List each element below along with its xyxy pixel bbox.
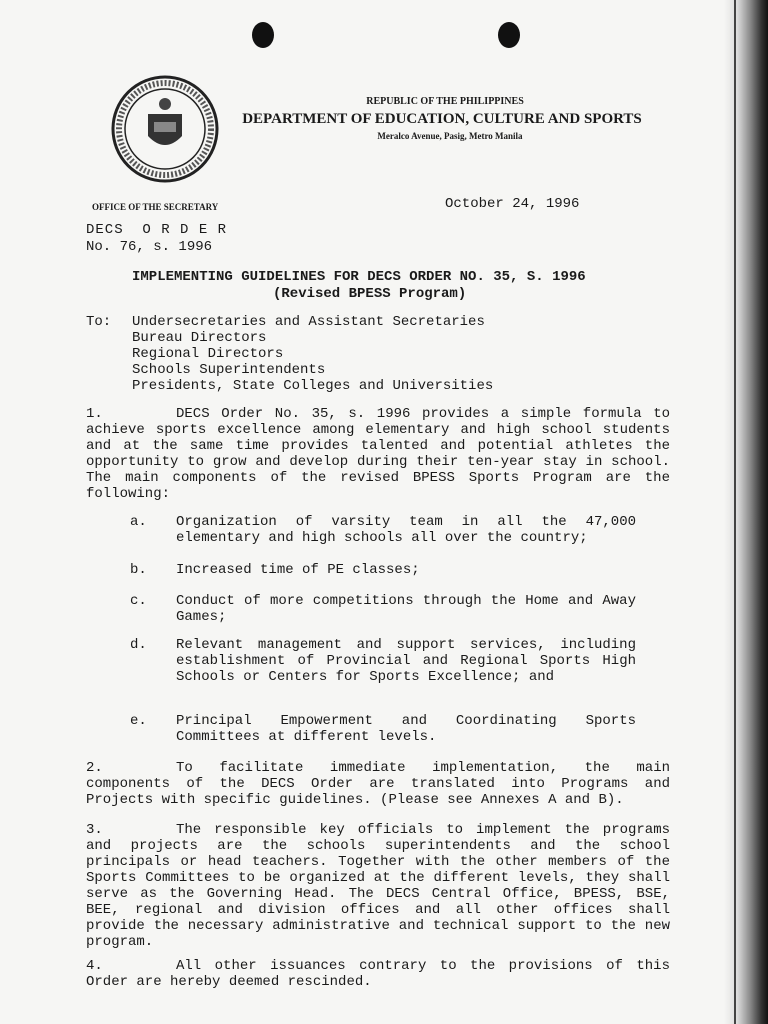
paragraph-1 (86, 406, 670, 502)
punch-hole-left (252, 22, 274, 48)
component-letter: b. (130, 562, 147, 578)
paragraph-text: To facilitate immediate implementation, the main components of the DECS Order are translated into Programs and Projects with specific guidelines. (Please see Annexes A and B). (86, 760, 670, 808)
component-letter: a. (130, 514, 147, 530)
paragraph-text: The responsible key officials to implement the programs and projects are the schools superintendents and the school principals or head teachers. Together with the other members of the Sports Committees to be organized at the different levels, they shall serve as the Governing Head. The DECS Central Office, BPESS, BSE, BEE, regional and division offices and all other offices shall provide the necessary administrative and technical support to the new program. (86, 822, 670, 950)
paragraph-3 (86, 822, 670, 950)
punch-hole-right (498, 22, 520, 48)
paragraph-number: 1. (86, 406, 103, 422)
document-title: IMPLEMENTING GUIDELINES FOR DECS ORDER NO. 35, S. 1996 (132, 269, 586, 285)
recipient-item: Undersecretaries and Assistant Secretaries (132, 314, 485, 330)
component-text: Conduct of more competitions through the Home and Away Games; (176, 593, 636, 625)
component-letter: d. (130, 637, 147, 653)
order-label: DECS O R D E R (86, 222, 228, 238)
recipient-item: Presidents, State Colleges and Universities (132, 378, 494, 394)
component-text: Increased time of PE classes; (176, 562, 420, 578)
department-heading: DEPARTMENT OF EDUCATION, CULTURE AND SPORTS (242, 111, 642, 127)
department-address: Meralco Avenue, Pasig, Metro Manila (377, 131, 523, 141)
recipient-list (132, 314, 493, 394)
recipient-item: Bureau Directors (132, 330, 267, 346)
paragraph-number: 3. (86, 822, 103, 838)
page-edge-shadow (724, 0, 768, 1024)
document-subtitle: (Revised BPESS Program) (273, 286, 467, 302)
paragraph-text: All other issuances contrary to the provisions of this Order are hereby deemed rescinded. (86, 958, 670, 990)
component-text: Relevant management and support services, including establishment of Provincial and Regional Sports High Schools or Centers for Sports Excellence; and (176, 637, 636, 685)
paragraph-2 (86, 760, 670, 808)
recipient-item: Schools Superintendents (132, 362, 326, 378)
component-text: Principal Empowerment and Coordinating Sports Committees at different levels. (176, 713, 636, 745)
paragraph-number: 2. (86, 760, 103, 776)
to-label: To: (86, 314, 112, 330)
order-number: No. 76, s. 1996 (86, 239, 213, 255)
paragraph-text: DECS Order No. 35, s. 1996 provides a simple formula to achieve sports excellence among elementary and high school students and at the same time provides talented and potential athletes the opportunity to grow and develop during their ten-year stay in school. The main components of the revised BPESS Sports Program are the following: (86, 406, 670, 502)
component-letter: e. (130, 713, 147, 729)
document-date: October 24, 1996 (445, 196, 580, 212)
paragraph-4 (86, 958, 670, 990)
office-label: OFFICE OF THE SECRETARY (92, 202, 219, 212)
department-seal-icon (110, 74, 220, 184)
republic-heading: REPUBLIC OF THE PHILIPPINES (366, 96, 524, 107)
component-letter: c. (130, 593, 147, 609)
paragraph-number: 4. (86, 958, 103, 974)
recipient-item: Regional Directors (132, 346, 284, 362)
component-text: Organization of varsity team in all the 47,000 elementary and high schools all over the country; (176, 514, 636, 546)
